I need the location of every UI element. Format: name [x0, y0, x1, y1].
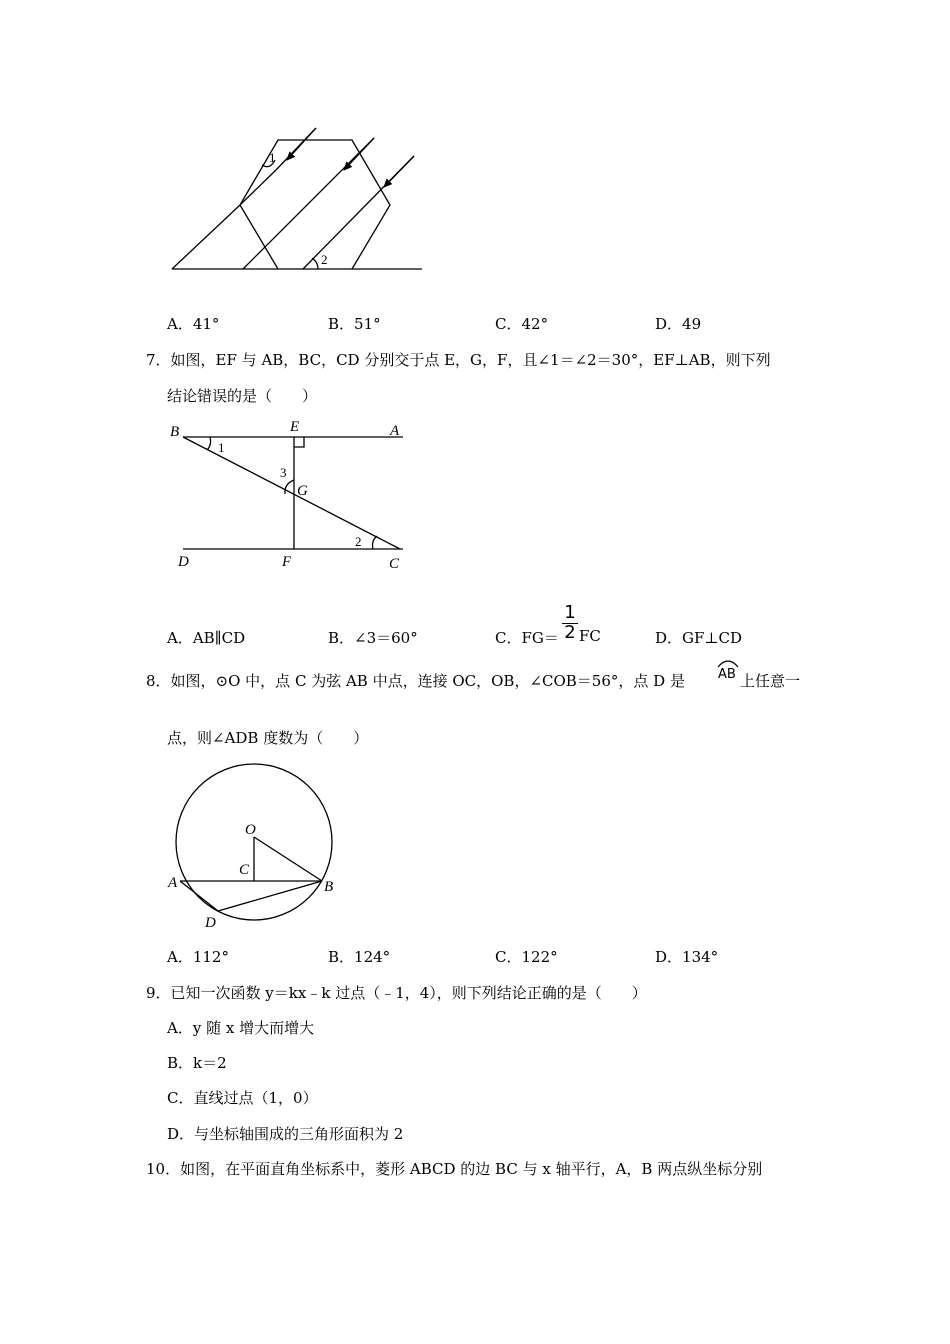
- q8-stem-line1a: 8．如图，⊙O 中，点 C 为弦 AB 中点，连接 OC，OB，∠COB＝56°，点 D 是: [146, 672, 685, 690]
- q7-option-a: A．AB∥CD: [167, 629, 246, 647]
- q8-option-d: D．134°: [655, 948, 719, 966]
- q7-figure: [165, 415, 415, 575]
- q6-option-d: D．49: [655, 315, 702, 333]
- q7-label-2: 2: [355, 534, 362, 549]
- q7-label-C: C: [389, 556, 400, 572]
- q7-option-c-prefix: C．FG＝: [495, 629, 559, 647]
- q7-option-c-denominator: 2: [564, 622, 576, 643]
- q7-stem-line2: 结论错误的是（ ）: [167, 387, 318, 405]
- q6-angle2-label: 2: [321, 252, 328, 267]
- q7-label-3: 3: [280, 465, 287, 480]
- q8-stem-line1b: 上任意一: [740, 672, 801, 690]
- q6-angle1-label: 1: [269, 150, 276, 165]
- q8-arc-label: AB: [718, 667, 736, 682]
- q7-label-1: 1: [218, 440, 225, 455]
- q7-label-G: G: [297, 483, 308, 499]
- q7-label-F: F: [282, 554, 292, 570]
- q8-figure: [165, 755, 345, 935]
- q6-option-c: C．42°: [495, 315, 549, 333]
- q9-option-b: B．k＝2: [167, 1054, 227, 1072]
- q8-option-b: B．124°: [328, 948, 391, 966]
- q7-option-c-suffix: FC: [579, 627, 601, 645]
- q6-option-b: B．51°: [328, 315, 381, 333]
- q8-label-O: O: [245, 822, 256, 838]
- q10-stem: 10．如图，在平面直角坐标系中，菱形 ABCD 的边 BC 与 x 轴平行，A，B 两点纵坐标分别: [146, 1160, 763, 1178]
- q6-option-a: A．41°: [167, 315, 220, 333]
- q7-label-D: D: [178, 554, 189, 570]
- q7-label-B: B: [170, 424, 180, 440]
- q7-option-d: D．GF⊥CD: [655, 629, 743, 647]
- q9-stem: 9．已知一次函数 y＝kx﹣k 过点（﹣1，4），则下列结论正确的是（ ）: [146, 984, 647, 1002]
- q8-stem-line2: 点，则∠ADB 度数为（ ）: [167, 729, 369, 747]
- q6-figure: [160, 120, 440, 280]
- q7-label-A: A: [390, 423, 400, 439]
- q9-option-c: C．直线过点（1，0）: [167, 1089, 318, 1107]
- q8-option-c: C．122°: [495, 948, 558, 966]
- q7-option-b: B．∠3＝60°: [328, 629, 418, 647]
- q7-stem-line1: 7．如图，EF 与 AB，BC，CD 分别交于点 E，G，F，且∠1＝∠2＝30°，EF⊥AB，则下列: [146, 351, 771, 369]
- q7-label-E: E: [290, 419, 300, 435]
- q9-option-a: A．y 随 x 增大而增大: [167, 1019, 315, 1037]
- q8-label-D: D: [205, 915, 216, 931]
- q8-label-A: A: [168, 875, 178, 891]
- q8-option-a: A．112°: [167, 948, 229, 966]
- q8-label-B: B: [324, 879, 334, 895]
- q9-option-d: D．与坐标轴围成的三角形面积为 2: [167, 1125, 404, 1143]
- q8-label-C: C: [239, 862, 250, 878]
- q7-option-c-numerator: 1: [564, 602, 576, 623]
